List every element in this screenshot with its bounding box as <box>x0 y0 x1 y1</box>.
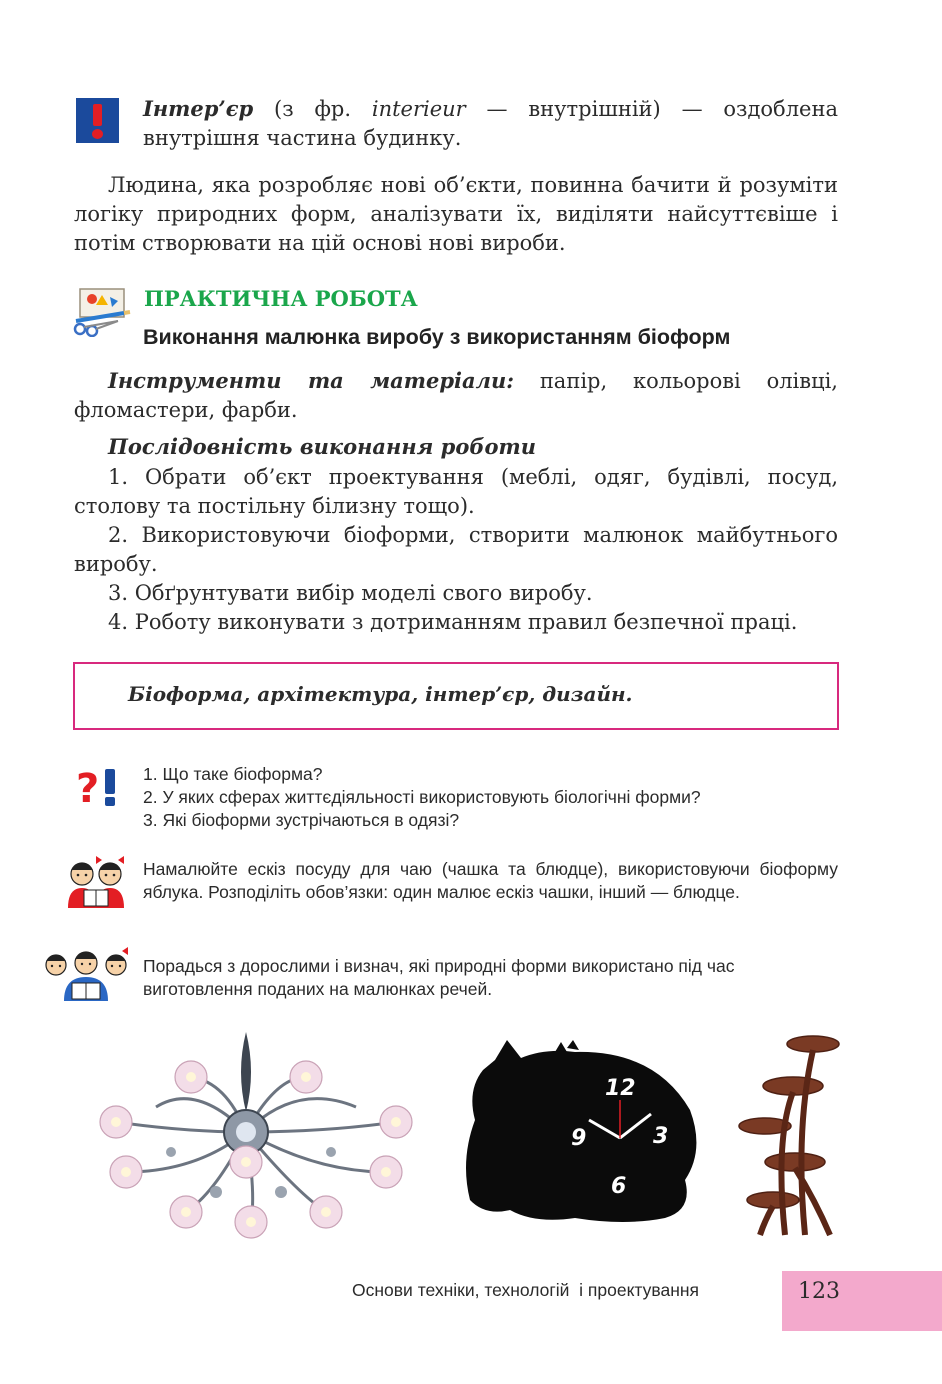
tools-text: папір, кольорові олівці, фломастери, фарби. <box>74 369 838 422</box>
family-icon <box>42 947 130 1003</box>
tools-label: Інструменти та матеріали: <box>108 368 515 393</box>
clock-number-3: 3 <box>653 1124 669 1149</box>
family-task-text: Порадься з дорослими і визнач, які природні форми використано під час виготовлення поданих на малюнках речей. <box>143 956 735 999</box>
page-number: 123 <box>798 1279 840 1304</box>
keywords-text: Біоформа, архітектура, інтер’єр, дизайн. <box>128 682 633 706</box>
exclamation-icon <box>76 98 119 143</box>
question-item: 2. У яких сферах життєдіяльності використовують біологічні форми? <box>143 787 701 807</box>
definition-text-a: (з фр. <box>253 97 372 121</box>
practical-work-icon <box>72 285 132 337</box>
svg-text:?: ? <box>76 766 100 808</box>
step-item: 3. Обґрунтувати вибір моделі свого виробу. <box>108 581 593 605</box>
sequence-title: Послідовність виконання роботи <box>108 434 537 459</box>
tools-paragraph <box>74 366 838 425</box>
chandelier-image <box>76 1022 436 1242</box>
questions-list <box>143 763 843 832</box>
footer-subject: Основи техніки, технологій і проектування <box>352 1280 700 1300</box>
clock-number-6: 6 <box>611 1174 627 1199</box>
definition-term: Інтер’єр <box>143 96 254 121</box>
step-item: 4. Роботу виконувати з дотриманням правил безпечної праці. <box>108 610 798 634</box>
question-exclamation-icon <box>76 766 122 808</box>
pair-task-text: Намалюйте ескіз посуду для чаю (чашка та блюдце), використовуючи біоформу яблука. Розподіліть обов’язки: один малює ескіз чашки, інший — блюдце. <box>143 859 838 902</box>
practical-subtitle: Виконання малюнка виробу з використанням біоформ <box>143 325 731 349</box>
cat-clock-image <box>455 1040 715 1230</box>
question-item: 3. Які біоформи зустрічаються в одязі? <box>143 810 460 830</box>
practical-heading: ПРАКТИЧНА РОБОТА <box>144 286 418 311</box>
definition-paragraph <box>143 94 838 153</box>
clock-number-12: 12 <box>605 1076 636 1101</box>
definition-text-b: — внутрішній) — оздоблена внутрішня частина будинку. <box>143 97 838 150</box>
question-item: 1. Що таке біоформа? <box>143 764 323 784</box>
definition-foreign-word: interieur <box>371 97 466 121</box>
pair-work-icon <box>62 856 132 912</box>
step-item: 1. Обрати об’єкт проектування (меблі, одяг, будівлі, посуд, столову та постільну білизну тощо). <box>74 465 838 518</box>
wooden-stand-image <box>735 1030 845 1242</box>
clock-number-9: 9 <box>571 1126 587 1151</box>
intro-paragraph: Людина, яка розробляє нові об’єкти, повинна бачити й розуміти логіку природних форм, аналізувати їх, виділяти найсуттєвіше і потім створювати на цій основі нові вироби. <box>74 173 838 255</box>
steps-list <box>74 463 838 637</box>
step-item: 2. Використовуючи біоформи, створити малюнок майбутнього виробу. <box>74 523 838 576</box>
